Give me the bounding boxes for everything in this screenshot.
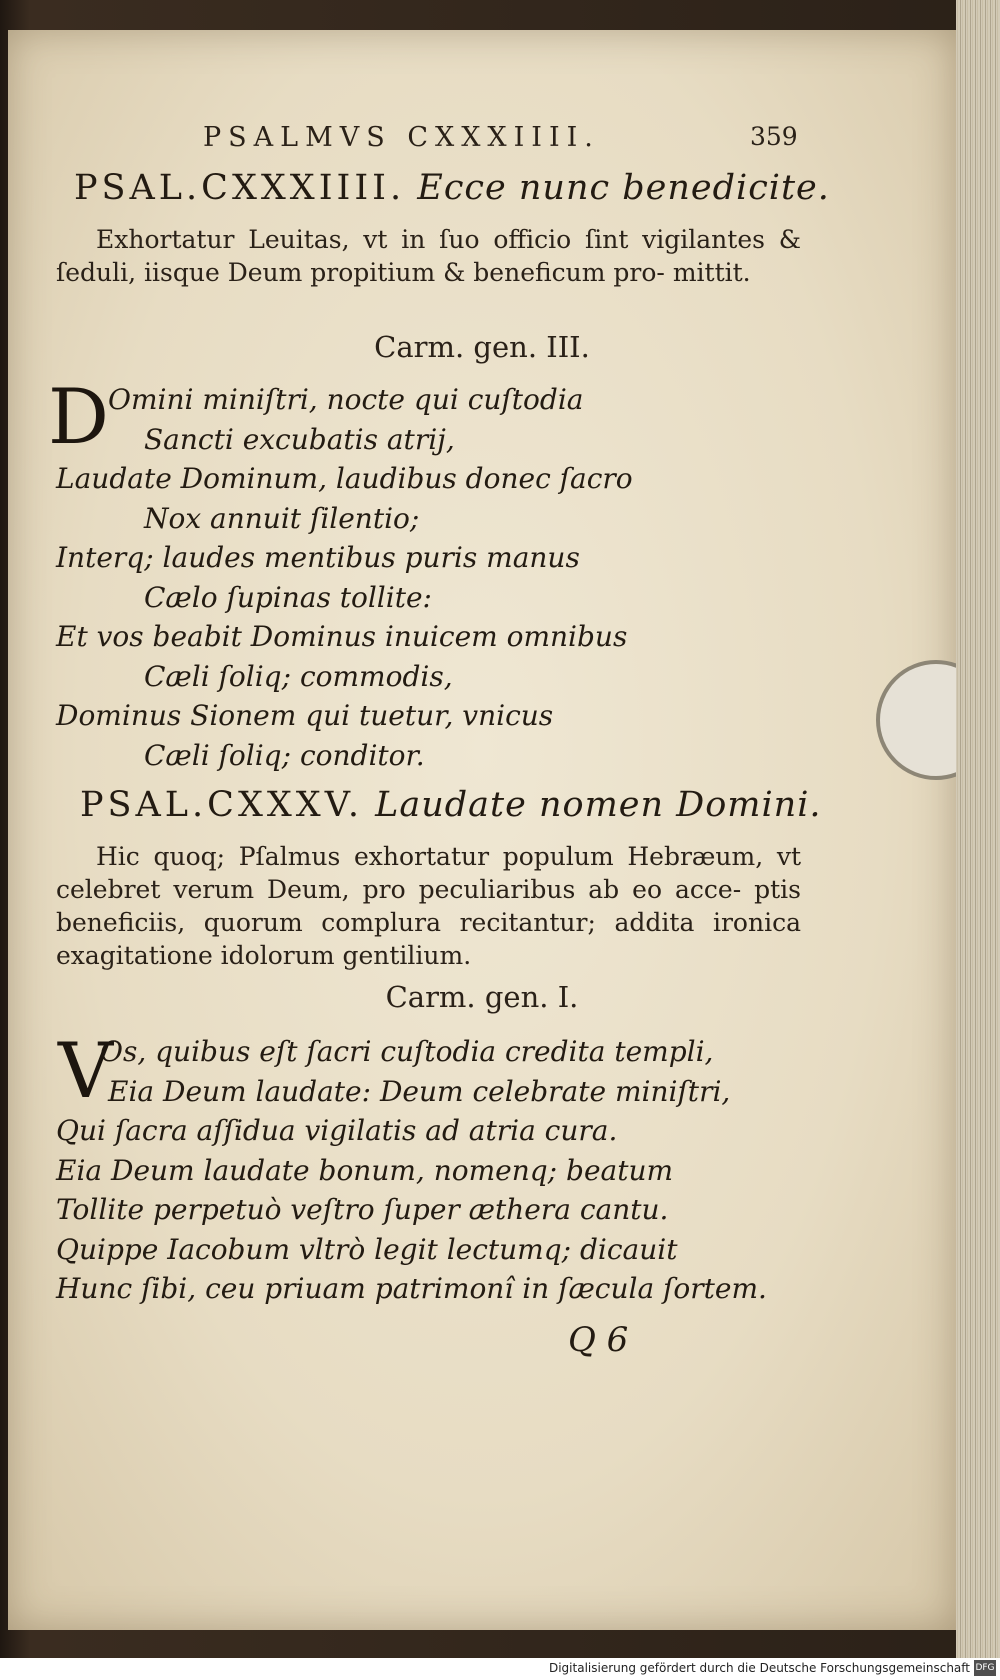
drop-cap: D [48, 372, 109, 461]
page-edges [956, 0, 1000, 1680]
drop-cap: V [58, 1026, 113, 1115]
verse-line: Interq; laudes mentibus puris manus [56, 541, 580, 574]
psalm-135-title: PSAL.CXXXV. Laudate nomen Domini. [80, 785, 822, 825]
verse-line: Eia Deum laudate: Deum celebrate miniſtri, [108, 1074, 731, 1108]
psalm-134-title: PSAL.CXXXIIII. Ecce nunc benedicite. [74, 168, 830, 208]
page-header [8, 122, 956, 162]
thumb-tab [876, 660, 956, 780]
verse-line: Os, quibus eſt ſacri cuſtodia credita templi, [100, 1035, 714, 1068]
psalm-134-meter: Carm. gen. III. [374, 330, 590, 364]
verse-line: Hunc ſibi, ceu priuam patrimonî in ſæcula ſortem. [56, 1272, 767, 1305]
verse-line: Et vos beabit Dominus inuicem omnibus [56, 620, 628, 653]
dfg-logo: DFG [974, 1660, 996, 1676]
footer-credit: Digitalisierung gefördert durch die Deutsche Forschungsgemeinschaft [548, 1661, 970, 1675]
verse-line: Qui ſacra aſſidua vigilatis ad atria cura. [56, 1114, 618, 1147]
verse-line: Dominus Sionem qui tuetur, vnicus [56, 699, 554, 732]
psalm-135-meter: Carm. gen. I. [385, 980, 579, 1014]
book-page [8, 30, 956, 1630]
verse-line: Cælo ſupinas tollite: [144, 580, 432, 614]
verse-line: Nox annuit ſilentio; [144, 501, 420, 535]
verse-line: Laudate Dominum, laudibus donec ſacro [56, 462, 633, 495]
verse-line: Tollite perpetuò veſtro ſuper æthera cantu. [56, 1193, 669, 1226]
verse-line: Sancti excubatis atrij, [144, 422, 455, 456]
verse-line: Omini miniſtri, nocte qui cuſtodia [108, 383, 584, 416]
signature-mark: Q 6 [568, 1320, 629, 1360]
running-head: PSALMVS CXXXIIII. [203, 122, 600, 153]
psalm-134-verse [48, 372, 816, 775]
page-number: 359 [750, 122, 798, 151]
psalm-135-verse [56, 1026, 816, 1309]
verse-line: Eia Deum laudate bonum, nomenq; beatum [56, 1153, 674, 1187]
verse-line: Cæli ſoliq; conditor. [144, 738, 425, 772]
psalm-134-argument: Exhortatur Leuitas, vt in ſuo officio ſint vigilantes & ſeduli, iisque Deum propitium & beneficum pro‑ mittit. [56, 225, 801, 287]
footer-bar [0, 1658, 1000, 1680]
verse-line: Quippe Iacobum vltrò legit lectumq; dicauit [56, 1232, 678, 1266]
psalm-135-argument: Hic quoq; Pſalmus exhortatur populum Hebræum, vt celebret verum Deum, pro peculiaribus ab eo acce‑ ptis beneficiis, quorum complura recitantur; addita ironica exagitatione idolorum gentilium. [56, 842, 801, 970]
verse-line: Cæli ſoliq; commodis, [144, 659, 453, 693]
